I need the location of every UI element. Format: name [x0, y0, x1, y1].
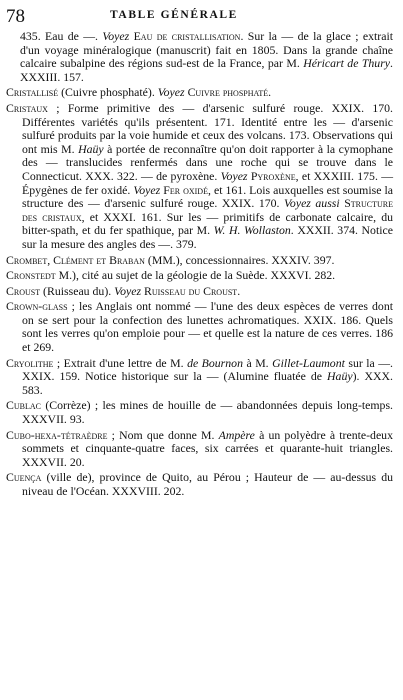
- italic-run: Voyez: [157, 85, 185, 100]
- small-caps-run: Cublac: [6, 398, 41, 413]
- page-header: [0, 6, 403, 28]
- italic-run: Voyez: [114, 283, 142, 298]
- index-entry: Cubo-hexa-tétraèdre ; Nom que donne M. Ampère à un polyèdre à trente-deux sommets et cinquante-quatre faces, six carrées et quarante-huit triangles. XXXVII. 20.: [6, 427, 393, 469]
- index-entry: Cublac (Corrèze) ; les mines de houille de — abandonnées depuis long-temps. XXXVII. 93.: [6, 398, 393, 427]
- small-caps-run: Cryolithe: [6, 355, 54, 370]
- small-caps-run: Crown-glass: [6, 299, 68, 314]
- italic-run: Voyez: [220, 168, 248, 183]
- italic-run: Ampère: [218, 427, 255, 442]
- small-caps-run: Structure des cristaux: [22, 196, 393, 224]
- small-caps-run: Pyroxène: [250, 168, 296, 183]
- small-caps-run: Crombet, Clément et Braban: [6, 252, 145, 267]
- small-caps-run: Cubo-hexa-tétraèdre: [6, 427, 108, 442]
- small-caps-run: Cristallisé: [6, 85, 59, 100]
- index-entry: Croust (Ruisseau du). Voyez Ruisseau du Croust.: [6, 283, 241, 298]
- small-caps-run: Ruisseau du Croust: [144, 283, 238, 298]
- small-caps-run: Cuivre phosphaté: [187, 85, 269, 100]
- index-entry: Crown-glass ; les Anglais ont nommé — l'une des deux espèces de verres dont on se sert pour la confection des lunettes achromatiques. XXIX. 186. Quels sont les verres qu'on emploie pour — et quelle est la nature de ces verres. 186 et 269.: [6, 299, 393, 355]
- small-caps-run: Cristaux: [6, 100, 48, 115]
- page-number: 78: [6, 6, 25, 27]
- italic-run: Héricart de Thury: [303, 56, 391, 71]
- italic-run: de Bournon: [187, 355, 243, 370]
- small-caps-run: Cronstedt: [6, 268, 56, 283]
- italic-run: Voyez aussi: [284, 196, 340, 211]
- index-body: [0, 30, 403, 501]
- running-head: TABLE GÉNÉRALE: [110, 9, 238, 21]
- index-entry: Cronstedt M.), cité au sujet de la géologie de la Suède. XXXVI. 282.: [6, 268, 336, 283]
- index-entry: Cuença (ville de), province de Quito, au Pérou ; Hauteur de — au-dessus du niveau de l'Océan. XXXVIII. 202.: [6, 470, 393, 498]
- index-entry: Cristaux ; Forme primitive des — d'arsenic sulfuré rouge. XXIX. 170. Différentes variétés qu'ils présentent. 171. Identité entre les — d'arsenic sulfuré produits par la voie humide et ceux des volcans. 173. Observations qui ont mis M. Haüy à portée de reconnaître qu'on doit rapporter à la cymophane des — translucides renfermés dans une roche qui se trouve dans le Connecticut. XXX. 322. — de pyroxène. Voyez Pyroxène, et XXXIII. 175. — Épygènes de fer oxidé. Voyez Fer oxidé, et 161. Lois auxquelles est soumise la structure des — d'arsenic sulfuré rouge. XXIX. 170. Voyez aussi Structure des cristaux, et XXXI. 161. Sur les — primitifs de carbonate calcaire, du bitter-spath, et du fer spathique, par M. W. H. Wollaston. XXXII. 374. Notice sur la mesure des angles des —. 379.: [6, 100, 393, 251]
- small-caps-run: Cuença: [6, 470, 42, 485]
- small-caps-run: Fer oxidé: [163, 182, 208, 197]
- italic-run: Gillet-Laumont: [272, 355, 345, 370]
- italic-run: Haüy: [78, 141, 104, 156]
- italic-run: Voyez: [133, 182, 161, 197]
- small-caps-run: Croust: [6, 283, 41, 298]
- italic-run: W. H. Wollaston: [213, 223, 291, 238]
- italic-run: Voyez: [102, 29, 130, 43]
- index-entry: 435. Eau de —. Voyez Eau de cristallisation. Sur la — de la glace ; extrait d'un voyage minéralogique (manuscrit) fait en 1805. Dans la grande chaîne calcaire subalpine des régions sud-est de la France, par M. Héricart de Thury. XXXIII. 157.: [20, 29, 393, 84]
- italic-run: Haüy: [327, 369, 353, 384]
- index-entry: Crombet, Clément et Braban (MM.), concessionnaires. XXXIV. 397.: [6, 252, 335, 267]
- index-entry: Cristallisé (Cuivre phosphaté). Voyez Cuivre phosphaté.: [6, 85, 272, 100]
- index-entry: Cryolithe ; Extrait d'une lettre de M. de Bournon à M. Gillet-Laumont sur la —. XXIX. 159. Notice historique sur la — (Alumine fluatée de Haüy). XXX. 583.: [6, 355, 394, 397]
- small-caps-run: Eau de cristallisation: [133, 29, 241, 43]
